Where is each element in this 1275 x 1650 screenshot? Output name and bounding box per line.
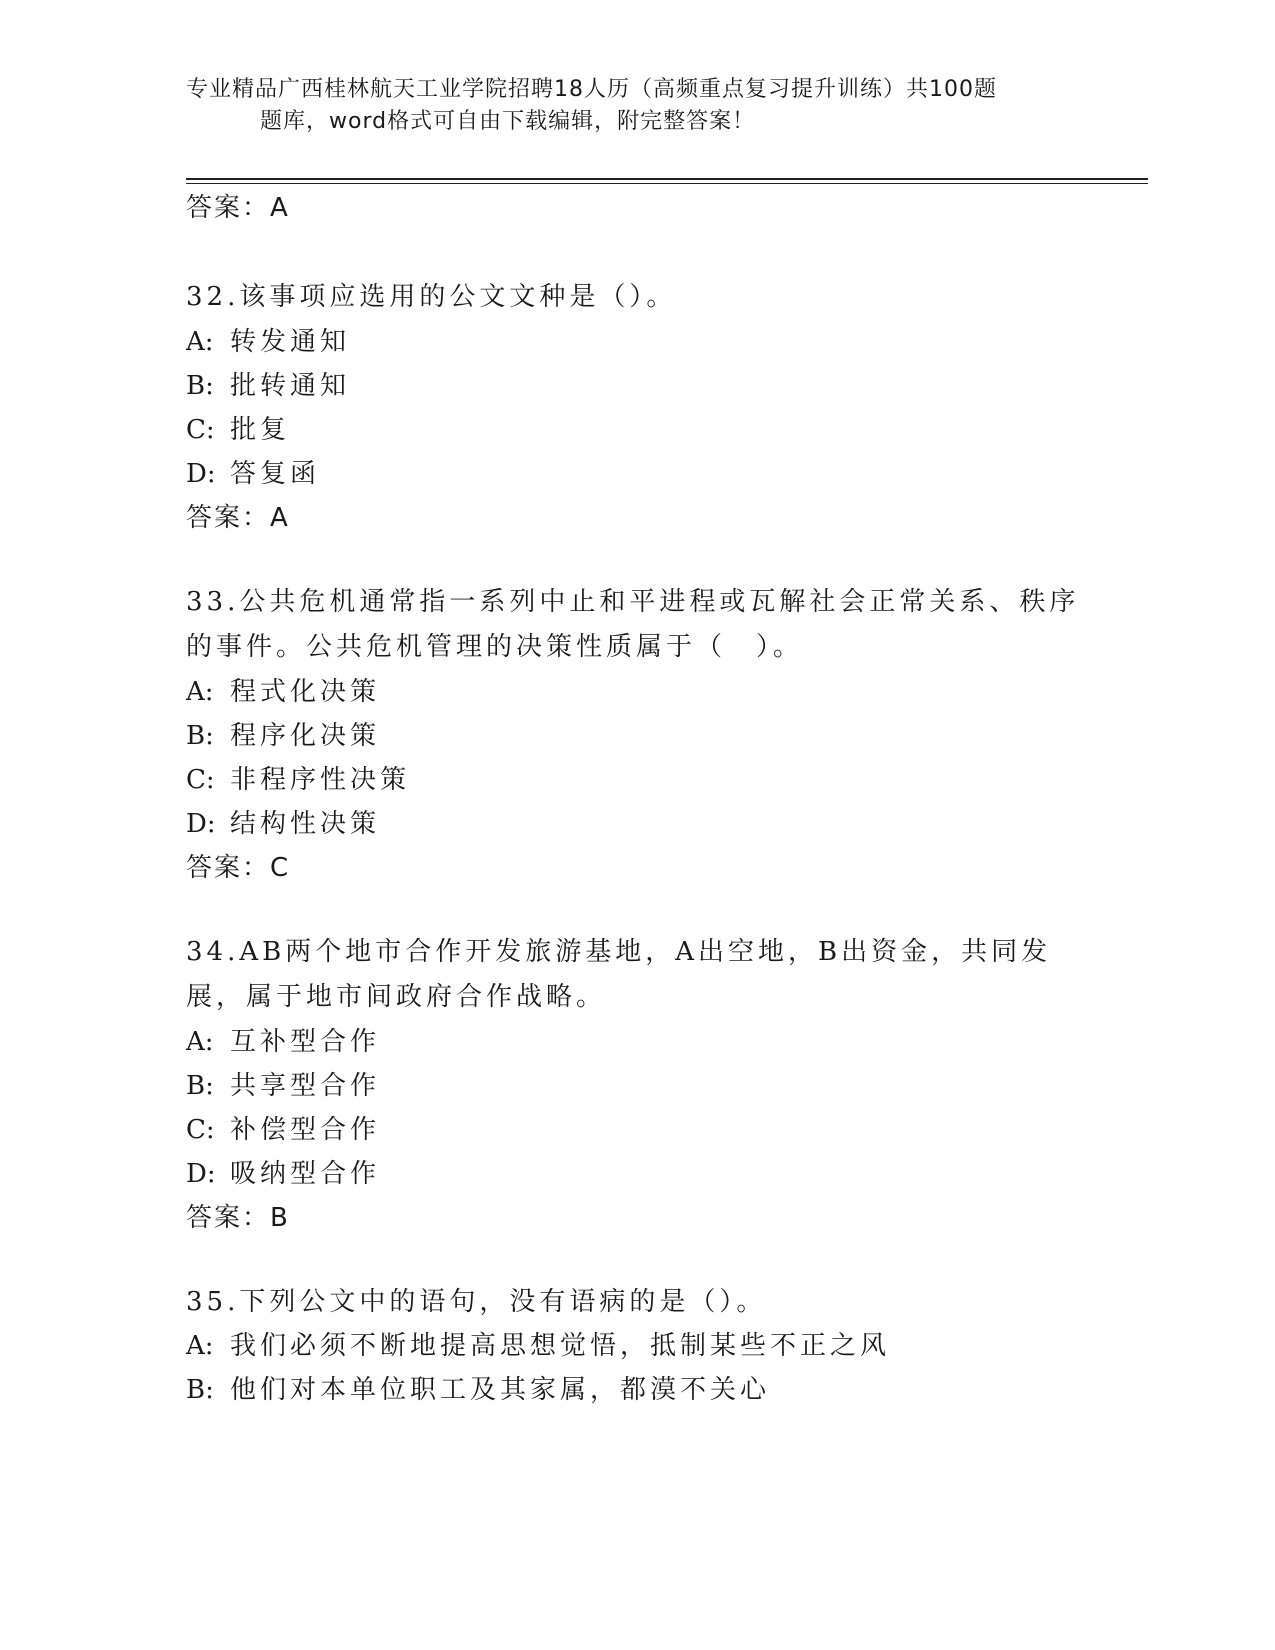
question-34-option-c [186,1113,380,1147]
option-key: D: [186,459,216,489]
option-text: 程序化决策 [230,721,381,751]
question-33-stem: 33.公共危机通常指一系列中止和平进程或瓦解社会正常关系、秩序的事件。公共危机管理的决策性质属于（ ）。 [186,587,1080,662]
question-32-option-b [186,369,350,403]
header-divider-thin [186,183,1148,184]
option-text: 批复 [230,415,291,445]
question-35-option-b [186,1373,770,1407]
question-32-answer: 答案：A [186,503,290,533]
option-text: 互补型合作 [230,1027,381,1057]
option-text: 结构性决策 [230,809,381,839]
document-header [186,74,1086,138]
option-key: B: [186,1071,214,1101]
question-33-option-a [186,675,380,709]
option-text: 他们对本单位职工及其家属，都漠不关心 [230,1375,771,1405]
option-text: 程式化决策 [230,677,381,707]
option-key: C: [186,415,215,445]
option-key: C: [186,1115,215,1145]
question-35-stem: 35.下列公文中的语句，没有语病的是（）。 [186,1287,767,1317]
option-text: 共享型合作 [230,1071,381,1101]
header-line-2: 题库，word格式可自由下载编辑，附完整答案！ [260,109,756,134]
option-key: B: [186,1375,214,1405]
question-34-option-d [186,1157,380,1191]
option-key: D: [186,809,216,839]
option-key: C: [186,765,215,795]
option-key: D: [186,1159,216,1189]
question-33-option-b [186,719,380,753]
question-33-answer: 答案：C [186,853,291,883]
option-key: B: [186,371,214,401]
option-key: A: [186,327,214,357]
question-32-option-c [186,413,290,447]
option-key: A: [186,1027,214,1057]
question-35-option-a [186,1329,890,1363]
question-34-option-b [186,1069,380,1103]
option-text: 补偿型合作 [230,1115,381,1145]
option-text: 非程序性决策 [230,765,411,795]
answer-prev: 答案：A [186,193,290,223]
option-text: 转发通知 [230,327,351,357]
question-32-option-d [186,457,320,491]
question-33-option-d [186,807,380,841]
option-text: 我们必须不断地提高思想觉悟，抵制某些不正之风 [230,1331,891,1361]
question-34-answer: 答案：B [186,1203,290,1233]
header-divider [186,178,1148,180]
option-key: A: [186,1331,214,1361]
question-34-stem: 34.AB两个地市合作开发旅游基地，A出空地，B出资金，共同发展，属于地市间政府合作战略。 [186,937,1052,1012]
question-32-option-a [186,325,350,359]
question-33-option-c [186,763,410,797]
question-34-option-a [186,1025,380,1059]
option-text: 吸纳型合作 [230,1159,381,1189]
option-key: A: [186,677,214,707]
option-key: B: [186,721,214,751]
option-text: 批转通知 [230,371,351,401]
question-32-stem: 32.该事项应选用的公文文种是（）。 [186,282,677,312]
header-line-1: 专业精品广西桂林航天工业学院招聘18人历（高频重点复习提升训练）共100题 [186,77,997,102]
option-text: 答复函 [230,459,321,489]
